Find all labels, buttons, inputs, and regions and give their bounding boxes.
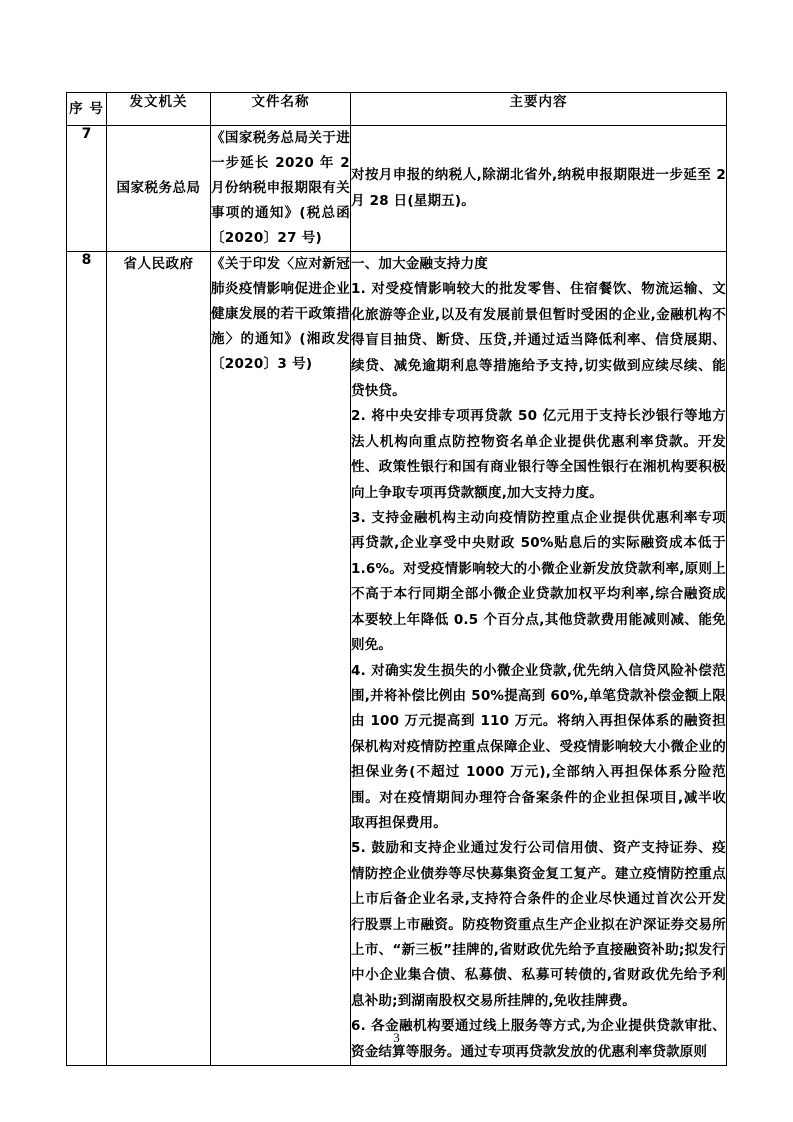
content-paragraph: 4. 对确实发生损失的小微企业贷款,优先纳入信贷风险补偿范围,并将补偿比例由 50%提高到 60%,单笔贷款补偿金额上限由 100 万元提高到 110 万元。将纳入再担保体系的融资担保机构对疫情防控重点保障企业、受疫情影响较大小微企业的担保业务(不超过 1000 万元),全部纳入再担保体系分险范围。对在疫情期间办理符合备案条件的企业担保项目,减半收取再担保费用。 [351, 662, 726, 831]
content-paragraph: 对按月申报的纳税人,除湖北省外,纳税申报期限进一步延至 2 月 28 日(星期五)。 [351, 167, 726, 209]
row-file: 《国家税务总局关于进一步延长 2020 年 2 月份纳税申报期限有关事项的通知》(税总函〔2020〕27 号) [211, 126, 351, 252]
table-header-row [67, 93, 727, 126]
row-seq: 8 [67, 252, 107, 1066]
content-paragraph: 1. 对受疫情影响较大的批发零售、住宿餐饮、物流运输、文化旅游等企业,以及有发展前景但暂时受困的企业,金融机构不得盲目抽贷、断贷、压贷,并通过适当降低利率、信贷展期、续贷、减免逾期利息等措施给予支持,切实做到应续尽续、能贷快贷。 [351, 281, 726, 400]
header-seq: 序 号 [67, 93, 107, 126]
row-file: 《关于印发〈应对新冠肺炎疫情影响促进企业健康发展的若干政策措施〉的通知》(湘政发〔2020〕3 号) [211, 252, 351, 1066]
header-content: 主要内容 [351, 93, 727, 126]
content-paragraph: 一、加大金融支持力度 [351, 256, 488, 272]
row-content [351, 252, 727, 1066]
page-number: 3 [393, 1030, 400, 1045]
row-org: 国家税务总局 [107, 126, 211, 252]
content-paragraph: 3. 支持金融机构主动向疫情防控重点企业提供优惠利率专项再贷款,企业享受中央财政 50%贴息后的实际融资成本低于 1.6%。对受疫情影响较大的小微企业新发放贷款利率,原则上不高于本行同期全部小微企业贷款加权平均利率,综合融资成本要较上年降低 0.5 个百分点,其他贷款费用能减则减、能免则免。 [351, 510, 726, 654]
header-file: 文件名称 [211, 93, 351, 126]
table-row [67, 252, 727, 1066]
header-org: 发文机关 [107, 93, 211, 126]
row-content [351, 126, 727, 252]
row-org: 省人民政府 [107, 252, 211, 1066]
table-row [67, 126, 727, 252]
content-paragraph: 2. 将中央安排专项再贷款 50 亿元用于支持长沙银行等地方法人机构向重点防控物资名单企业提供优惠利率贷款。开发性、政策性银行和国有商业银行等全国性银行在湘机构要积极向上争取专项再贷款额度,加大支持力度。 [351, 408, 726, 501]
content-paragraph: 6. 各金融机构要通过线上服务等方式,为企业提供贷款审批、资金结算等服务。通过专项再贷款发放的优惠利率贷款原则 [351, 1018, 726, 1060]
content-paragraph: 5. 鼓励和支持企业通过发行公司信用债、资产支持证券、疫情防控企业债券等尽快募集资金复工复产。建立疫情防控重点上市后备企业名录,支持符合条件的企业尽快通过首次公开发行股票上市融资。防疫物资重点生产企业拟在沪深证券交易所上市、“新三板”挂牌的,省财政优先给予直接融资补助;拟发行中小企业集合债、私募债、私募可转债的,省财政优先给予利息补助;到湖南股权交易所挂牌的,免收挂牌费。 [351, 840, 726, 1009]
policy-table [66, 92, 727, 1066]
row-seq: 7 [67, 126, 107, 252]
table-container [66, 92, 726, 1066]
